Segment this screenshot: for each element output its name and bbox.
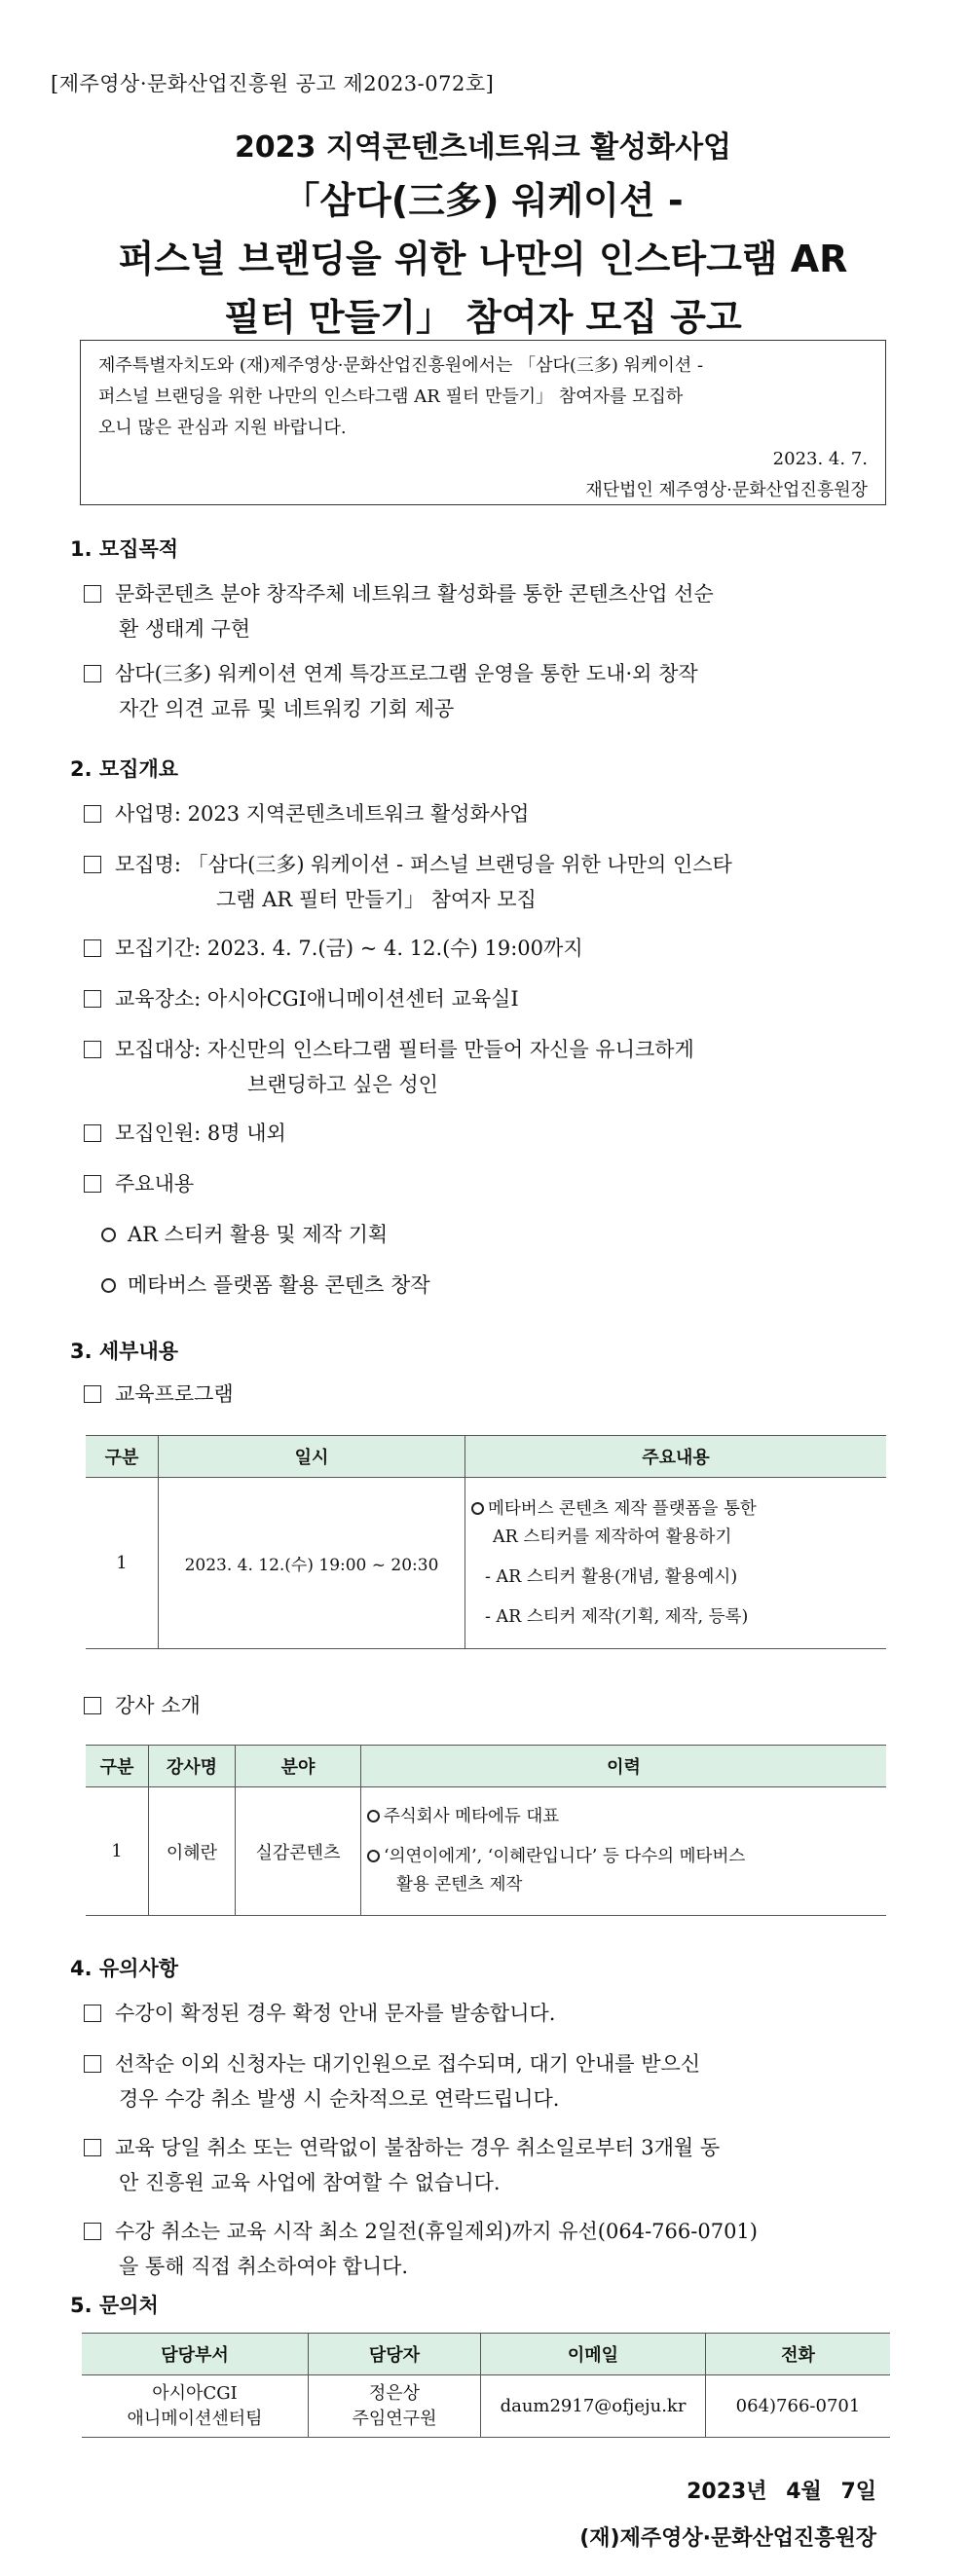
contact-dept: 아시아CGI 애니메이션센터팀	[82, 2375, 309, 2438]
footer-date: 2023년 4월 7일	[687, 2480, 876, 2504]
intro-line-2: 퍼스널 브랜딩을 위한 나만의 인스타그램 AR 필터 만들기」 참여자를 모집하	[98, 386, 684, 407]
table-header-cell: 이메일	[481, 2334, 706, 2375]
checkbox-icon	[84, 2055, 101, 2073]
section-5-heading: 5. 문의처	[70, 2294, 159, 2317]
circle-bullet-icon	[101, 1278, 116, 1293]
program-table	[86, 1435, 886, 1649]
instructor-no: 1	[86, 1787, 149, 1916]
overview-period: 모집기간: 2023. 4. 7.(금) ~ 4. 12.(수) 19:00까지	[84, 931, 902, 966]
caution-item-4: 수강 취소는 교육 시작 최소 2일전(휴일제외)까지 유선(064-766-0701) 을 통해 직접 취소하여야 합니다.	[84, 2214, 902, 2284]
checkbox-icon	[84, 856, 101, 873]
circle-bullet-icon	[471, 1502, 484, 1515]
checkbox-icon	[84, 805, 101, 823]
program-no: 1	[86, 1478, 159, 1649]
checkbox-icon	[84, 585, 101, 603]
table-header-cell: 담당자	[309, 2334, 481, 2375]
title-line-2: 「삼다(三多) 워케이션 -	[282, 179, 684, 222]
checkbox-icon	[84, 1041, 101, 1058]
instructor-field: 실감콘텐츠	[236, 1787, 361, 1916]
section-4-heading: 4. 유의사항	[70, 1957, 179, 1980]
checkbox-icon	[84, 2005, 101, 2022]
caution-item-1: 수강이 확정된 경우 확정 안내 문자를 발송합니다.	[84, 1996, 902, 2031]
section-3-heading: 3. 세부내용	[70, 1340, 179, 1363]
table-header-cell: 구분	[86, 1746, 149, 1787]
overview-place: 교육장소: 아시아CGI애니메이션센터 교육실Ⅰ	[84, 981, 902, 1016]
table-header-row	[86, 1436, 886, 1478]
overview-count: 모집인원: 8명 내외	[84, 1116, 902, 1151]
section-1-heading: 1. 모집목적	[70, 537, 179, 561]
table-header-row	[86, 1746, 886, 1787]
checkbox-icon	[84, 1124, 101, 1142]
table-row	[86, 1478, 886, 1649]
instructor-label: 강사 소개	[84, 1688, 902, 1723]
table-header-cell: 분야	[236, 1746, 361, 1787]
checkbox-icon	[84, 1385, 101, 1403]
circle-bullet-icon	[101, 1228, 116, 1242]
intro-line-3: 오니 많은 관심과 지원 바랍니다.	[98, 418, 347, 438]
contact-phone[interactable]: 064)766-0701	[706, 2375, 891, 2438]
instructor-name: 이혜란	[149, 1787, 236, 1916]
checkbox-icon	[84, 2139, 101, 2156]
checkbox-icon	[84, 1697, 101, 1714]
intro-box	[80, 340, 886, 505]
program-label: 교육프로그램	[84, 1377, 902, 1412]
circle-bullet-icon	[367, 1850, 380, 1862]
contact-table	[82, 2333, 890, 2438]
table-header-cell: 강사명	[149, 1746, 236, 1787]
instructor-history: 주식회사 메타에듀 대표 ‘의연이에게’, ‘이혜란입니다’ 등 다수의 메타버스 활용 콘텐츠 제작	[361, 1787, 887, 1916]
checkbox-icon	[84, 939, 101, 957]
circle-bullet-icon	[367, 1810, 380, 1822]
section-2-heading: 2. 모집개요	[70, 757, 179, 781]
program-content: 메타버스 콘텐츠 제작 플랫폼을 통한 AR 스티커를 제작하여 활용하기 - AR 스티커 활용(개념, 활용예시) - AR 스티커 제작(기획, 제작, 등록)	[465, 1478, 887, 1649]
caution-item-2: 선착순 이외 신청자는 대기인원으로 접수되며, 대기 안내를 받으신 경우 수강 취소 발생 시 순차적으로 연락드립니다.	[84, 2046, 902, 2116]
title-line-3: 퍼스널 브랜딩을 위한 나만의 인스타그램 AR	[118, 238, 848, 280]
purpose-item-1: 문화콘텐츠 분야 창작주체 네트워크 활성화를 통한 콘텐츠산업 선순 환 생태계 구현	[84, 576, 902, 646]
table-header-row	[82, 2334, 890, 2375]
instructor-table	[86, 1745, 886, 1916]
caution-item-3: 교육 당일 취소 또는 연락없이 불참하는 경우 취소일로부터 3개월 동 안 진흥원 교육 사업에 참여할 수 없습니다.	[84, 2130, 902, 2200]
overview-content: 주요내용	[84, 1166, 902, 1201]
table-header-cell: 담당부서	[82, 2334, 309, 2375]
overview-target: 모집대상: 자신만의 인스타그램 필터를 만들어 자신을 유니크하게 브랜딩하고 싶은 성인	[84, 1032, 902, 1102]
contact-email[interactable]: daum2917@ofjeju.kr	[481, 2375, 706, 2438]
content-item-2: 메타버스 플랫폼 활용 콘텐츠 창작	[101, 1270, 430, 1299]
table-header-cell: 주요내용	[465, 1436, 887, 1478]
notice-title	[0, 125, 966, 347]
contact-person: 정은상 주임연구원	[309, 2375, 481, 2438]
table-header-cell: 전화	[706, 2334, 891, 2375]
table-header-cell: 일시	[159, 1436, 465, 1478]
overview-project: 사업명: 2023 지역콘텐츠네트워크 활성화사업	[84, 796, 902, 831]
notice-number: [제주영상·문화산업진흥원 공고 제2023-072호]	[51, 72, 495, 95]
intro-date: 2023. 4. 7.	[772, 449, 868, 469]
table-header-cell: 이력	[361, 1746, 887, 1787]
checkbox-icon	[84, 1175, 101, 1193]
checkbox-icon	[84, 990, 101, 1008]
checkbox-icon	[84, 665, 101, 682]
purpose-item-2: 삼다(三多) 워케이션 연계 특강프로그램 운영을 통한 도내·외 창작 자간 의견 교류 및 네트워킹 기회 제공	[84, 656, 902, 726]
content-item-1: AR 스티커 활용 및 제작 기획	[101, 1219, 388, 1248]
checkbox-icon	[84, 2223, 101, 2240]
intro-org: 재단법인 제주영상·문화산업진흥원장	[585, 480, 868, 500]
table-header-cell: 구분	[86, 1436, 159, 1478]
footer-org: (재)제주영상·문화산업진흥원장	[579, 2526, 876, 2551]
program-datetime: 2023. 4. 12.(수) 19:00 ~ 20:30	[159, 1478, 465, 1649]
title-line-1: 2023 지역콘텐츠네트워크 활성화사업	[234, 130, 732, 165]
overview-recruit-name: 모집명: 「삼다(三多) 워케이션 - 퍼스널 브랜딩을 위한 나만의 인스타 그램 AR 필터 만들기」 참여자 모집	[84, 847, 902, 917]
table-row	[82, 2375, 890, 2438]
title-line-4: 필터 만들기」 참여자 모집 공고	[224, 296, 742, 339]
intro-line-1: 제주특별자치도와 (재)제주영상·문화산업진흥원에서는 「삼다(三多) 워케이션 -	[98, 355, 704, 376]
table-row	[86, 1787, 886, 1916]
